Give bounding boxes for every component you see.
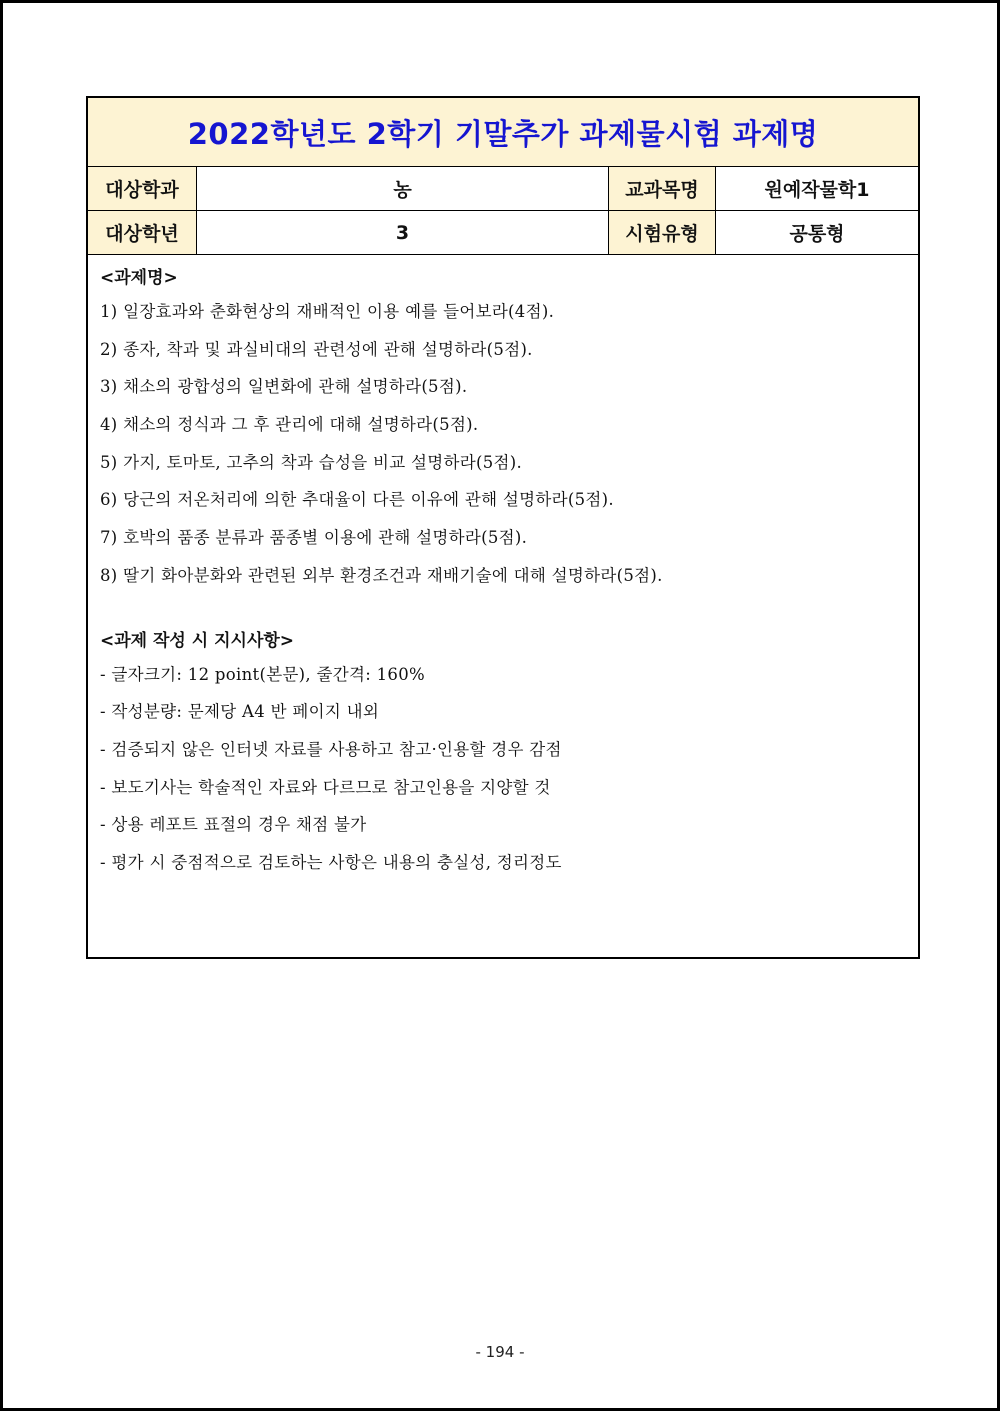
task-item: 6) 당근의 저온처리에 의한 추대율이 다른 이유에 관해 설명하라(5점). <box>100 490 614 510</box>
section-spacer <box>100 595 906 626</box>
task-item: 7) 호박의 품종 분류과 품종별 이용에 관해 설명하라(5점). <box>100 528 528 548</box>
task-item: 8) 딸기 화아분화와 관련된 외부 환경조건과 재배기술에 대해 설명하라(5점). <box>100 565 663 585</box>
task-item: 2) 종자, 착과 및 과실비대의 관련성에 관해 설명하라(5점). <box>100 339 533 359</box>
task-item: 3) 채소의 광합성의 일변화에 관해 설명하라(5점). <box>100 377 468 397</box>
exam-type-label: 시험유형 <box>609 211 716 254</box>
instruction-item: - 글자크기: 12 point(본문), 줄간격: 160% <box>100 664 425 684</box>
instruction-item: - 검증되지 않은 인터넷 자료를 사용하고 참고·인용할 경우 감점 <box>100 739 562 759</box>
instructions-heading: <과제 작성 시 지시사항> <box>100 630 295 651</box>
instruction-item: - 평가 시 중점적으로 검토하는 사항은 내용의 충실성, 정리정도 <box>100 852 562 872</box>
instruction-item: - 보도기사는 학술적인 자료와 다르므로 참고인용을 지양할 것 <box>100 777 551 797</box>
exam-type-value: 공통형 <box>789 223 845 245</box>
subject-label: 교과목명 <box>609 167 716 210</box>
task-item: 4) 채소의 정식과 그 후 관리에 대해 설명하라(5점). <box>100 415 479 435</box>
info-row-grade <box>88 211 918 255</box>
dept-label: 대상학과 <box>88 167 197 210</box>
task-item: 5) 가지, 토마토, 고추의 착과 습성을 비교 설명하라(5점). <box>100 452 523 472</box>
document-title: 2022학년도 2학기 기말추가 과제물시험 과제명 <box>88 98 918 167</box>
assignment-table <box>86 96 920 959</box>
instruction-item: - 작성분량: 문제당 A4 반 페이지 내외 <box>100 702 380 722</box>
dept-value: 농 <box>197 167 609 210</box>
assignment-content <box>88 255 918 882</box>
info-row-dept <box>88 167 918 211</box>
grade-value: 3 <box>197 211 609 254</box>
grade-label: 대상학년 <box>88 211 197 254</box>
tasks-heading: <과제명> <box>100 268 178 288</box>
page-number: - 194 - <box>475 1343 525 1361</box>
subject-value: 원예작물학1 <box>764 179 870 201</box>
task-item: 1) 일장효과와 춘화현상의 재배적인 이용 예를 들어보라(4점). <box>100 302 555 321</box>
instruction-item: - 상용 레포트 표절의 경우 채점 불가 <box>100 815 367 835</box>
